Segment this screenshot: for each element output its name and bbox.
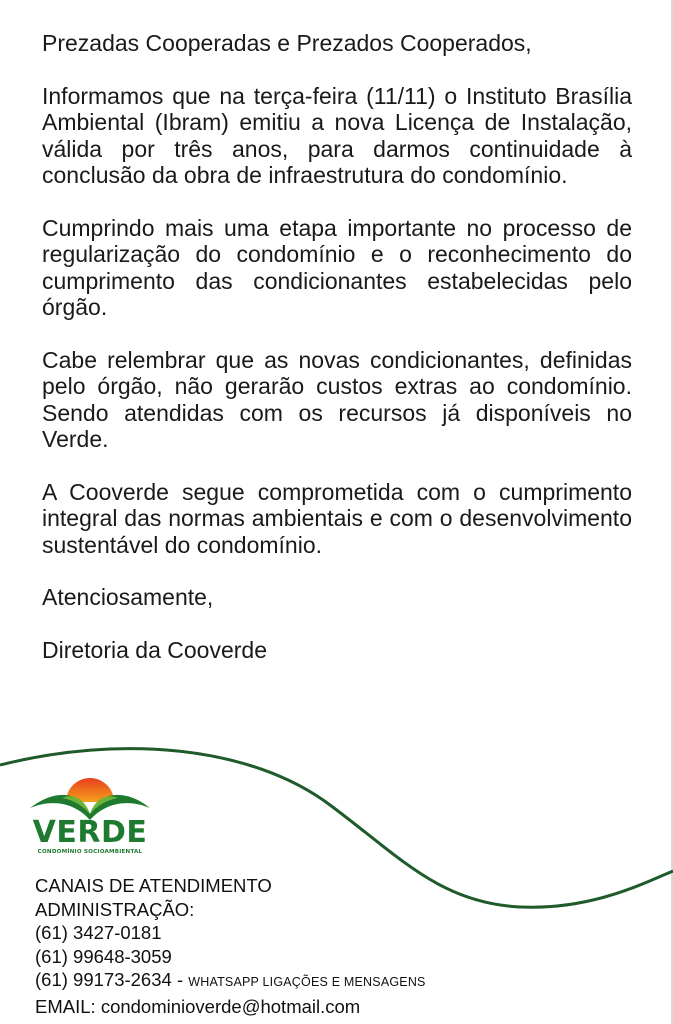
letter-greeting: Prezadas Cooperadas e Prezados Cooperados, [42, 30, 532, 56]
letter-paragraph-1: Informamos que na terça-feira (11/11) o Instituto Brasília Ambiental (Ibram) emitiu a nova Licença de Instalação, válida por três anos, para darmos continuidade à conclusão da obra de infraestrutura do condomínio. [42, 82, 632, 188]
letter-paragraph-4: A Cooverde segue comprometida com o cumprimento integral das normas ambientais e com o desenvolvimento sustentável do condomínio. [42, 478, 632, 558]
contact-phone-3-note: WHATSAPP LIGAÇÕES E MENSAGENS [188, 975, 426, 989]
contact-phone-1: (61) 3427-0181 [35, 922, 162, 943]
contact-phone-3 [35, 968, 426, 995]
letter-closing: Atenciosamente, [42, 584, 214, 610]
logo-wordmark: VERDE [32, 815, 148, 850]
letter-paragraph-3: Cabe relembrar que as novas condicionantes, definidas pelo órgão, não gerarão custos extras ao condomínio. Sendo atendidas com os recursos já disponíveis no Verde. [42, 346, 632, 452]
contact-email: condominioverde@hotmail.com [100, 995, 361, 1017]
letter-signature: Diretoria da Cooverde [42, 636, 268, 663]
letter-paragraph-2: Cumprindo mais uma etapa importante no processo de regularização do condomínio e o reconhecimento do cumprimento das condicionantes estabelecidas pelo órgão. [42, 214, 632, 320]
contact-email-label: EMAIL: [35, 995, 96, 1017]
contact-block [35, 874, 426, 1018]
contact-heading: CANAIS DE ATENDIMENTO [35, 875, 272, 896]
contact-phone-3-number: (61) 99173-2634 - [35, 969, 184, 990]
contact-email-row [35, 995, 426, 1019]
letter-body [42, 30, 632, 689]
logo-subtitle: CONDOMÍNIO SOCIOAMBIENTAL [37, 849, 143, 855]
contact-admin-label: ADMINISTRAÇÃO: [35, 898, 195, 920]
contact-phone-2: (61) 99648-3059 [35, 945, 172, 967]
